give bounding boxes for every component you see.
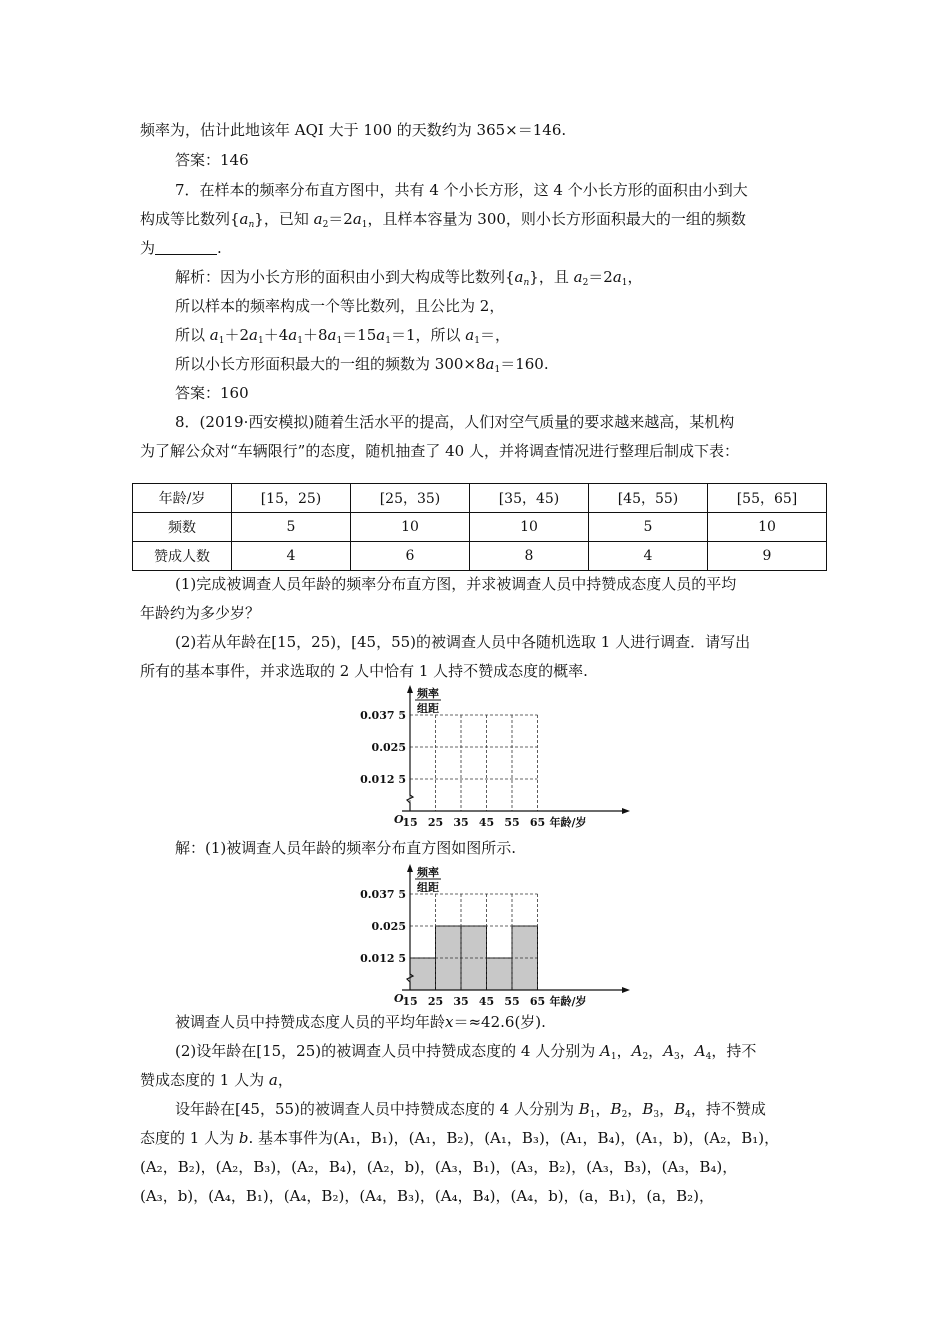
solution-8-line: 态度的 1 人为 b. 基本事件为(A₁，B₁)，(A₁，B₂)，(A₁，B₃)，(A₁，B₄)，(A₁，b)，(A₂，B₁)， — [140, 1129, 780, 1147]
table-header-row — [133, 484, 827, 513]
table-cell: [25，35) — [351, 484, 470, 513]
x-axis-label: 年龄/岁 — [549, 816, 587, 829]
table-cell: 4 — [232, 542, 351, 571]
answer-line: 答案：146 — [175, 151, 249, 169]
solution-7-line: 所以小长方形面积最大的一组的频数为 $300\times 8a_1=160$. — [175, 355, 549, 375]
y-axis-label-denominator: 组距 — [417, 702, 439, 715]
completed-histogram-chart — [350, 862, 640, 1012]
question-8-line: 8．(2019·西安模拟)随着生活水平的提高，人们对空气质量的要求越来越高，某机构 — [175, 413, 735, 431]
x-axis-label: 年龄/岁 — [549, 995, 587, 1008]
solution-8-line: 解：(1)被调查人员年龄的频率分布直方图如图所示. — [175, 839, 517, 857]
table-cell: 10 — [470, 513, 589, 542]
y-axis-label-numerator: 频率 — [417, 866, 439, 879]
y-tick-label: 0.037 5 — [360, 709, 406, 722]
histogram-bar — [487, 958, 513, 990]
solution-8-line: 设年龄在[45，55)的被调查人员中持赞成态度的 4 人分别为 $B_1$，$B_2$，$B_3$，$B_4$，持不赞成 — [175, 1100, 766, 1120]
table-cell: [15，25) — [232, 484, 351, 513]
x-tick-label: 15 — [402, 816, 418, 829]
x-tick-label: 45 — [478, 816, 495, 829]
x-axis-arrow-icon — [622, 808, 630, 814]
origin-label: O — [394, 813, 404, 826]
solution-7-line: 所以 $a_1+2a_1+4a_1+8a_1=15a_1=1$，所以 $a_1=$， — [175, 326, 510, 346]
table-cell: 频数 — [133, 513, 232, 542]
origin-label: O — [394, 992, 404, 1005]
question-8-line: 所有的基本事件，并求选取的 2 人中恰有 1 人持不赞成态度的概率. — [140, 662, 588, 680]
y-axis-label-denominator: 组距 — [417, 881, 439, 894]
question-7-line: 为 . — [140, 239, 222, 257]
y-tick-label: 0.012 5 — [360, 952, 406, 965]
solution-8-line: (A₂，B₂)，(A₂，B₃)，(A₂，B₄)，(A₂，b)，(A₃，B₁)，(A₃，B₂)，(A₃，B₃)，(A₃，B₄)， — [140, 1158, 738, 1176]
x-axis-arrow-icon — [622, 987, 630, 993]
solution-8-line: (2)设年龄在[15，25)的被调查人员中持赞成态度的 4 人分别为 $A_1$，$A_2$，$A_3$，$A_4$，持不 — [175, 1042, 757, 1062]
question-8-line: 为了解公众对“车辆限行”的态度，随机抽查了 40 人，并将调查情况进行整理后制成下表： — [140, 442, 739, 460]
x-tick-label: 45 — [478, 995, 495, 1008]
y-axis — [407, 689, 413, 811]
table-cell: 年龄/岁 — [133, 484, 232, 513]
question-7-line: 7．在样本的频率分布直方图中，共有 4 个小长方形，这 4 个小长方形的面积由小到大 — [175, 181, 748, 199]
table-cell: [35，45) — [470, 484, 589, 513]
x-tick-label: 25 — [427, 816, 444, 829]
table-cell: 赞成人数 — [133, 542, 232, 571]
table-cell: 9 — [708, 542, 827, 571]
y-axis-arrow-icon — [407, 864, 413, 872]
solution-8-line: 被调查人员中持赞成态度人员的平均年龄x＝≈42.6(岁). — [175, 1013, 546, 1031]
histogram-bar — [410, 958, 436, 990]
question-7-line: 构成等比数列$\{a_n\}$，已知 $a_2=2a_1$，且样本容量为 300，则小长方形面积最大的一组的频数 — [140, 210, 746, 230]
survey-table — [132, 483, 827, 571]
x-tick-label: 25 — [427, 995, 444, 1008]
table-row — [133, 542, 827, 571]
solution-8-line: 赞成态度的 1 人为 a， — [140, 1071, 293, 1089]
solution-8-line: (A₃，b)，(A₄，B₁)，(A₄，B₂)，(A₄，B₃)，(A₄，B₄)，(A₄，b)，(a，B₁)，(a，B₂)， — [140, 1187, 715, 1205]
text-line: 频率为，估计此地该年 AQI 大于 100 的天数约为 365×＝146. — [140, 121, 567, 139]
table-cell: 8 — [470, 542, 589, 571]
table-cell: [55，65] — [708, 484, 827, 513]
table-cell: 10 — [708, 513, 827, 542]
x-tick-label: 55 — [504, 816, 520, 829]
question-8-line: (1)完成被调查人员年龄的频率分布直方图，并求被调查人员中持赞成态度人员的平均 — [175, 575, 737, 593]
table-row — [133, 513, 827, 542]
y-axis-label-numerator: 频率 — [417, 687, 439, 700]
answer-blank[interactable] — [155, 240, 217, 255]
table-cell: 5 — [589, 513, 708, 542]
empty-histogram-chart — [350, 683, 640, 833]
solution-7-line: 所以样本的频率构成一个等比数列，且公比为 2， — [175, 297, 505, 315]
table-cell: 6 — [351, 542, 470, 571]
x-tick-label: 65 — [529, 816, 546, 829]
y-tick-label: 0.025 — [371, 741, 406, 754]
x-tick-label: 35 — [453, 995, 469, 1008]
x-tick-label: 15 — [402, 995, 418, 1008]
y-tick-label: 0.012 5 — [360, 773, 406, 786]
x-tick-label: 55 — [504, 995, 520, 1008]
question-8-line: 年龄约为多少岁？ — [140, 604, 261, 622]
table-cell: 5 — [232, 513, 351, 542]
table-cell: 10 — [351, 513, 470, 542]
y-tick-label: 0.037 5 — [360, 888, 406, 901]
table-cell: 4 — [589, 542, 708, 571]
x-tick-label: 65 — [529, 995, 546, 1008]
y-axis-arrow-icon — [407, 685, 413, 693]
answer-line: 答案：160 — [175, 384, 249, 402]
y-tick-label: 0.025 — [371, 920, 406, 933]
question-8-line: (2)若从年龄在[15，25)，[45，55)的被调查人员中各随机选取 1 人进行调查．请写出 — [175, 633, 751, 651]
table-cell: [45，55) — [589, 484, 708, 513]
x-tick-label: 35 — [453, 816, 469, 829]
solution-7-line: 解析：因为小长方形的面积由小到大构成等比数列$\{a_n\}$，且 $a_2=2a_1$， — [175, 268, 643, 288]
